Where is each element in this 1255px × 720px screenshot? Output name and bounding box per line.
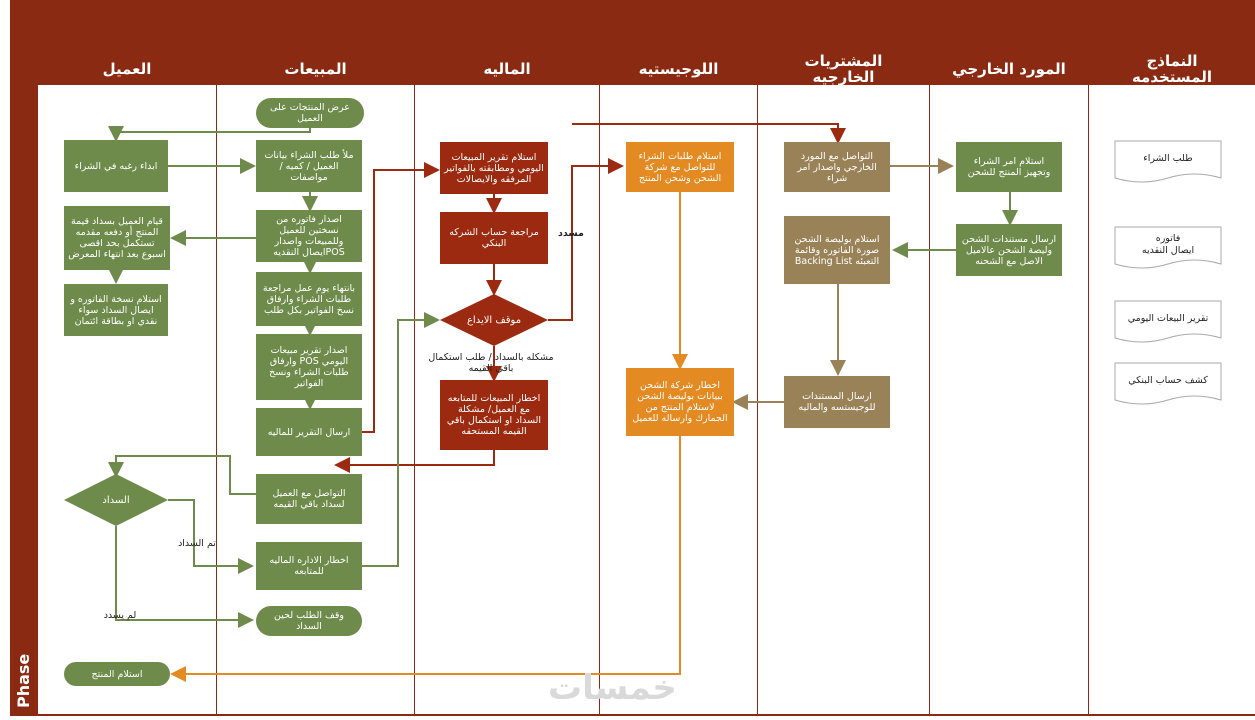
node-receive-bill-of-lading: استلام بوليصة الشحن صورة الفاتوره وقائمة التعبئه Backing List: [784, 216, 890, 284]
node-stop-order: وقف الطلب لحين السداد: [256, 606, 362, 636]
node-bank-review: مراجعة حساب الشركه البنكي: [440, 212, 548, 264]
node-customer-wish: ابداء رغبه في الشراء: [64, 140, 168, 192]
watermark-logo: خمسات: [548, 668, 677, 708]
lane-title-finance: الماليه: [483, 59, 531, 78]
node-send-report: ارسال التقرير للماليه: [256, 408, 362, 456]
phase-label: Phase: [14, 653, 33, 708]
lane-title-purchasing-line2: الخارجيه: [812, 67, 875, 86]
node-customer-pays: قيام العميل بسداد قيمة المنتج أو دفعه مقدمه تستكمل بحد اقصى اسبوع بعد انتهاء المعرض: [64, 206, 170, 270]
doc-bank-statement: كشف حساب البنكي: [1128, 375, 1208, 386]
node-contact-customer: التواصل مع العميل لسداد باقي القيمه: [256, 474, 362, 524]
node-show-products: عرض المنتجات على العميل: [256, 98, 364, 128]
lane-title-forms-line2: المستخدمه: [1131, 67, 1213, 86]
node-deposit-status: موقف الايداع: [466, 314, 522, 326]
node-issue-invoice: اصدار فاتوره من نسختين للعميل وللمبيعات واصدار POSايصال النقديه: [256, 210, 362, 262]
node-daily-report: اصدار تقرير مبيعات اليومي POS وارفاق طلبات الشراء ونسخ الفواتير: [256, 334, 362, 400]
doc-invoice-line2: ايصال النقديه: [1141, 245, 1195, 256]
lane-title-supplier: المورد الخارجي: [952, 59, 1066, 78]
edge-label-payment-done: تم السداد: [178, 538, 216, 549]
node-end-of-day: بانتهاء يوم عمل مراجعة طلبات الشراء وارفاق نسخ الفواتير بكل طلب: [256, 272, 362, 326]
doc-invoice-line1: فاتوره: [1155, 233, 1181, 244]
edge-label-paid: مسدد: [558, 228, 584, 239]
edge-label-payment-problem: مشكله بالسداد / طلب استكمال باقي القيمه: [428, 352, 554, 374]
lane-title-customer: العميل: [102, 59, 152, 78]
node-fill-order: ملأ طلب الشراء بيانات العميل / كميه / مواصفات: [256, 140, 362, 192]
edge-label-not-paid: لم يسدد: [103, 610, 137, 621]
lane-title-forms-line1: النماذج: [1146, 51, 1198, 70]
node-notify-sales: اخطار المبيعات للمتابعه مع العميل/ مشكلة السداد او استكمال باقي القيمه المستحقه: [440, 380, 548, 450]
node-receive-daily-report: استلام تقرير المبيعات اليومي ومطابقته بالفواتير المرفقه والايصالات: [440, 142, 548, 194]
node-receive-po: استلام امر الشراء وتجهيز المنتج للشحن: [956, 142, 1062, 192]
lane-title-purchasing-line1: المشتريات: [804, 51, 883, 70]
node-notify-admin: اخطار الاداره الماليه للمتابعه: [256, 542, 362, 590]
node-receive-product: استلام المنتج: [64, 662, 170, 686]
node-payment-decision: السداد: [102, 494, 130, 506]
node-send-shipping-docs: ارسال مستندات الشحن وليصة الشحن عالاميل الاصل مع الشحنه: [956, 224, 1062, 276]
doc-invoice-receipt: [1114, 226, 1222, 264]
node-contact-supplier: التواصل مع المورد الخارجي واصدار امر شراء: [784, 142, 890, 192]
doc-daily-sales-report: تقرير البيعات اليومي: [1127, 313, 1209, 324]
lane-title-logistics: اللوجيستيه: [638, 59, 719, 78]
node-receive-invoice-copy: استلام نسخة الفاتوره و ايصال السداد سواء نقدي او بطاقة ائتمان: [64, 284, 168, 336]
node-send-documents: ارسال المستندات للوجيستسه والماليه: [784, 376, 890, 428]
lane-title-sales: المبيعات: [284, 59, 347, 78]
node-receive-purchase-orders: استلام طلبات الشراء للتواصل مع شركة الشحن وشحن المنتج: [626, 142, 734, 192]
doc-purchase-request: طلب الشراء: [1143, 153, 1193, 164]
node-notify-shipping: اخطار شركة الشحن ببيانات بوليصة الشحن لاستلام المنتج من الجمارك وارساله للعميل: [626, 368, 734, 436]
